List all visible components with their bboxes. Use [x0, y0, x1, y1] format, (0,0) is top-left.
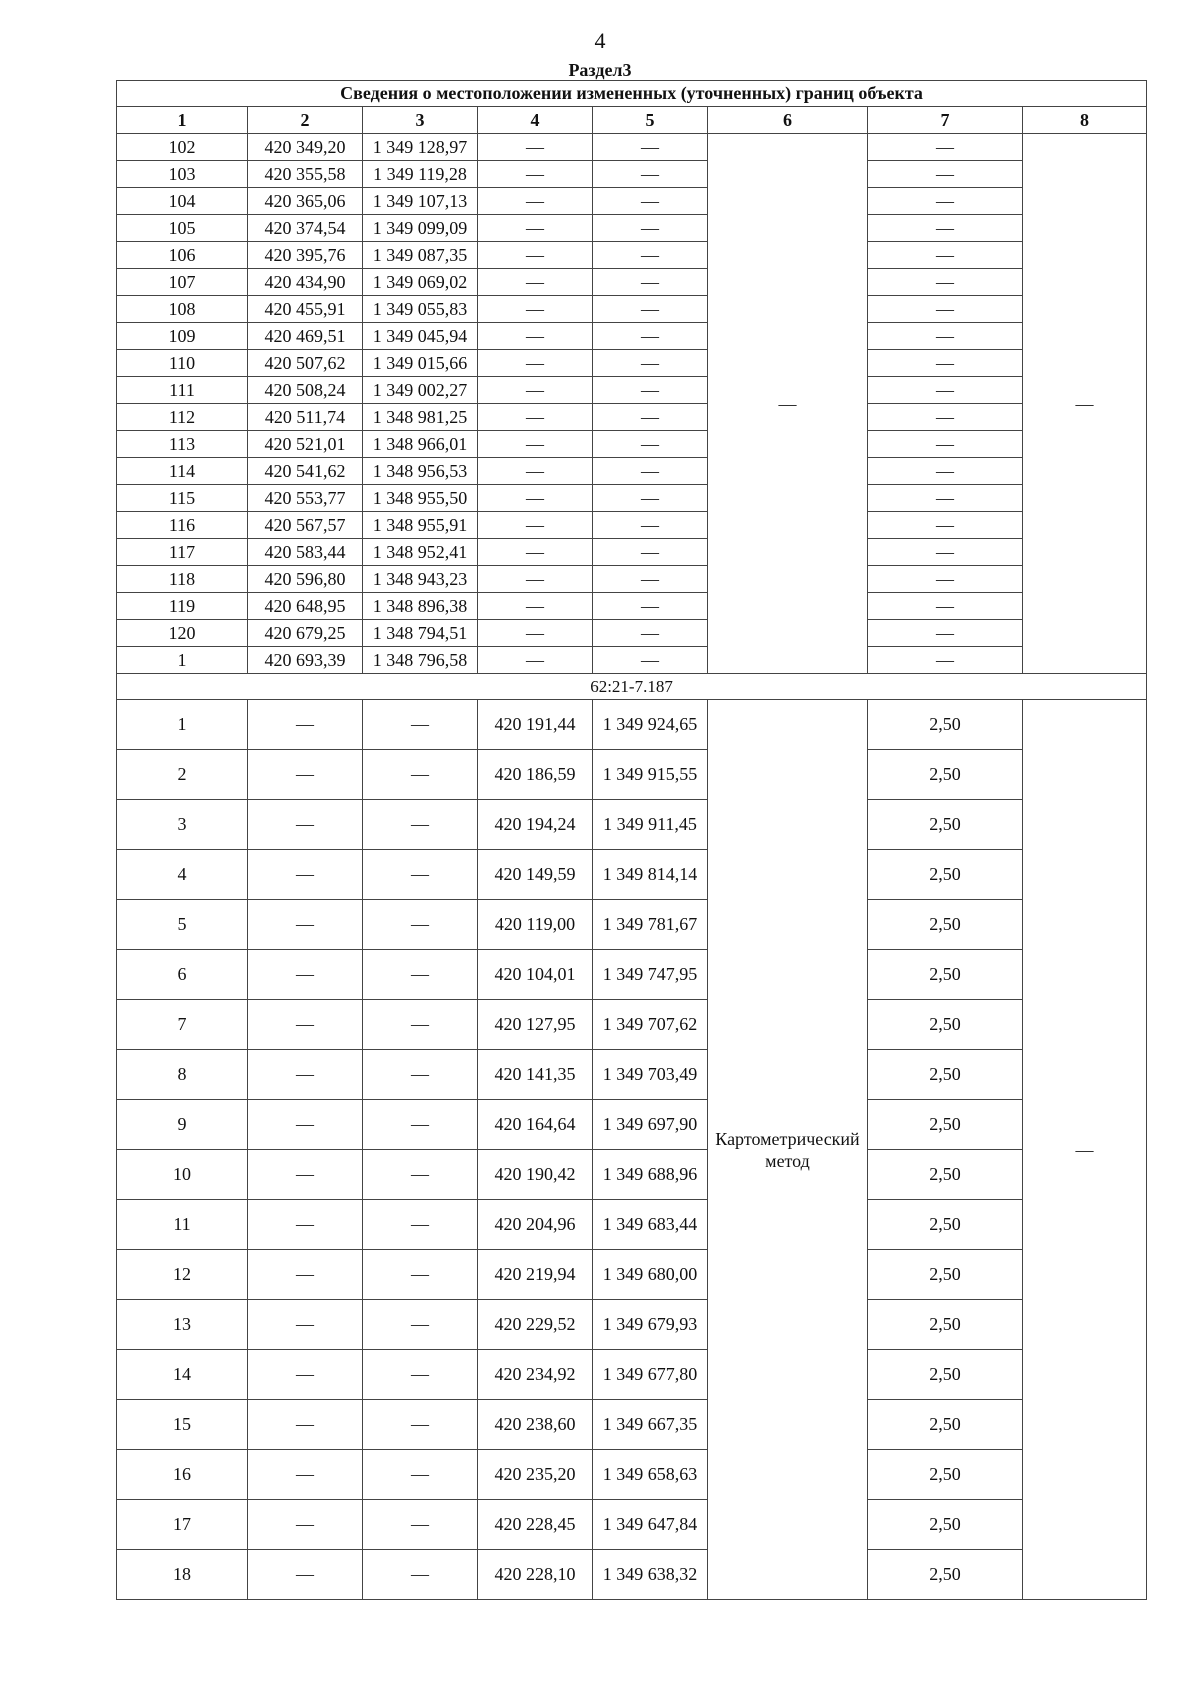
- table-cell: —: [593, 485, 708, 512]
- table-cell: 1 349 679,93: [593, 1300, 708, 1350]
- table-cell: 1 349 128,97: [363, 134, 478, 161]
- table-cell: —: [363, 1200, 478, 1250]
- table-cell: 1 349 911,45: [593, 800, 708, 850]
- table-row: [117, 431, 1147, 458]
- table-cell: 109: [117, 323, 248, 350]
- table-cell: 115: [117, 485, 248, 512]
- table-row: [117, 1300, 1147, 1350]
- table-cell: 110: [117, 350, 248, 377]
- table-cell: 2,50: [868, 1300, 1023, 1350]
- table-row: [117, 1200, 1147, 1250]
- table-cell: —: [868, 404, 1023, 431]
- table-cell: —: [363, 1000, 478, 1050]
- table-cell: 4: [117, 850, 248, 900]
- table-cell: 420 693,39: [248, 647, 363, 674]
- table-cell: —: [363, 1400, 478, 1450]
- table-cell: —: [478, 215, 593, 242]
- table-cell: 103: [117, 161, 248, 188]
- table-cell: —: [593, 350, 708, 377]
- table-cell: —: [478, 269, 593, 296]
- column-header-2: 2: [248, 107, 363, 134]
- column-header-5: 5: [593, 107, 708, 134]
- table-cell: 420 149,59: [478, 850, 593, 900]
- merged-cell-col8: —: [1023, 134, 1147, 674]
- table-cell: —: [478, 485, 593, 512]
- table-cell: —: [248, 1300, 363, 1350]
- table-cell: 2: [117, 750, 248, 800]
- table-row: [117, 647, 1147, 674]
- table-cell: 17: [117, 1500, 248, 1550]
- table-cell: —: [593, 647, 708, 674]
- table-cell: 420 507,62: [248, 350, 363, 377]
- table-cell: —: [248, 800, 363, 850]
- table-cell: —: [593, 269, 708, 296]
- table-cell: —: [248, 1150, 363, 1200]
- table-cell: 111: [117, 377, 248, 404]
- table-cell: —: [868, 242, 1023, 269]
- table-cell: 2,50: [868, 1500, 1023, 1550]
- table-cell: —: [363, 1150, 478, 1200]
- table-row: [117, 161, 1147, 188]
- table-cell: 420 365,06: [248, 188, 363, 215]
- table-cell: —: [363, 950, 478, 1000]
- table-row: [117, 1250, 1147, 1300]
- table-cell: 1 349 915,55: [593, 750, 708, 800]
- table-cell: 14: [117, 1350, 248, 1400]
- table-cell: —: [478, 431, 593, 458]
- table-cell: 1 348 794,51: [363, 620, 478, 647]
- table-cell: 1 349 697,90: [593, 1100, 708, 1150]
- table-cell: —: [868, 512, 1023, 539]
- section-title: Раздел3: [568, 60, 632, 80]
- table-cell: —: [868, 323, 1023, 350]
- table-cell: 2,50: [868, 750, 1023, 800]
- table-cell: —: [868, 269, 1023, 296]
- page-number: 4: [594, 28, 606, 53]
- table-cell: 420 238,60: [478, 1400, 593, 1450]
- table-cell: 420 469,51: [248, 323, 363, 350]
- table-cell: —: [248, 1100, 363, 1150]
- table-cell: —: [868, 215, 1023, 242]
- table-cell: 119: [117, 593, 248, 620]
- table-cell: —: [478, 350, 593, 377]
- table-cell: —: [363, 850, 478, 900]
- table-cell: 1 349 087,35: [363, 242, 478, 269]
- table-cell: 420 521,01: [248, 431, 363, 458]
- table-cell: 1 348 966,01: [363, 431, 478, 458]
- table-cell: —: [593, 431, 708, 458]
- table-cell: 2,50: [868, 1250, 1023, 1300]
- table-cell: 1 349 119,28: [363, 161, 478, 188]
- table-cell: 114: [117, 458, 248, 485]
- table-cell: 420 434,90: [248, 269, 363, 296]
- table-cell: —: [868, 377, 1023, 404]
- table-cell: —: [363, 1050, 478, 1100]
- table-cell: 2,50: [868, 1450, 1023, 1500]
- table-cell: 112: [117, 404, 248, 431]
- table-cell: 420 194,24: [478, 800, 593, 850]
- table-cell: 1 349 688,96: [593, 1150, 708, 1200]
- table-cell: —: [868, 566, 1023, 593]
- table-cell: 1 349 647,84: [593, 1500, 708, 1550]
- table-cell: 1 349 107,13: [363, 188, 478, 215]
- table-cell: 2,50: [868, 850, 1023, 900]
- table-cell: 2,50: [868, 1400, 1023, 1450]
- merged-cell-method: Картометрический метод: [708, 700, 868, 1600]
- table-cell: 2,50: [868, 700, 1023, 750]
- table-cell: 1 348 896,38: [363, 593, 478, 620]
- table-cell: —: [593, 188, 708, 215]
- table-cell: 1 349 814,14: [593, 850, 708, 900]
- table-cell: 8: [117, 1050, 248, 1100]
- table-row: [117, 1550, 1147, 1600]
- table-cell: 13: [117, 1300, 248, 1350]
- table-cell: 420 455,91: [248, 296, 363, 323]
- table-cell: —: [868, 188, 1023, 215]
- table-cell: 1 349 703,49: [593, 1050, 708, 1100]
- table-cell: 2,50: [868, 1550, 1023, 1600]
- column-header-3: 3: [363, 107, 478, 134]
- table-cell: —: [593, 593, 708, 620]
- table-cell: 1 349 924,65: [593, 700, 708, 750]
- table-cell: 120: [117, 620, 248, 647]
- table-cell: 11: [117, 1200, 248, 1250]
- table-cell: 2,50: [868, 950, 1023, 1000]
- table-cell: 2,50: [868, 800, 1023, 850]
- table-cell: 1 349 658,63: [593, 1450, 708, 1500]
- table-cell: 15: [117, 1400, 248, 1450]
- table-row: [117, 1500, 1147, 1550]
- table-cell: —: [593, 215, 708, 242]
- table-cell: 420 374,54: [248, 215, 363, 242]
- table-cell: —: [593, 134, 708, 161]
- table-cell: —: [593, 458, 708, 485]
- table-cell: —: [363, 1350, 478, 1400]
- table-cell: 1 349 055,83: [363, 296, 478, 323]
- table-cell: —: [248, 750, 363, 800]
- table-cell: 1 349 677,80: [593, 1350, 708, 1400]
- table-cell: 16: [117, 1450, 248, 1500]
- table-cell: —: [478, 566, 593, 593]
- table-row: [117, 269, 1147, 296]
- table-cell: —: [478, 296, 593, 323]
- table-cell: 420 395,76: [248, 242, 363, 269]
- table-row: [117, 800, 1147, 850]
- table-cell: —: [868, 161, 1023, 188]
- table-cell: —: [868, 134, 1023, 161]
- table-row: [117, 900, 1147, 950]
- table-cell: —: [478, 512, 593, 539]
- table-cell: 105: [117, 215, 248, 242]
- table-cell: —: [593, 566, 708, 593]
- table-cell: 12: [117, 1250, 248, 1300]
- table-cell: —: [363, 1500, 478, 1550]
- table-cell: —: [868, 458, 1023, 485]
- table-cell: —: [478, 242, 593, 269]
- table-cell: 1 349 045,94: [363, 323, 478, 350]
- table-cell: 1 349 747,95: [593, 950, 708, 1000]
- column-header-row: [117, 107, 1147, 134]
- table-cell: 1 349 680,00: [593, 1250, 708, 1300]
- table-cell: —: [478, 161, 593, 188]
- table-cell: —: [593, 539, 708, 566]
- table-cell: 420 141,35: [478, 1050, 593, 1100]
- table-cell: 2,50: [868, 1000, 1023, 1050]
- table-cell: 5: [117, 900, 248, 950]
- table-row: [117, 188, 1147, 215]
- table-cell: 1 348 981,25: [363, 404, 478, 431]
- table-cell: 420 234,92: [478, 1350, 593, 1400]
- table-cell: —: [248, 1000, 363, 1050]
- table-cell: 117: [117, 539, 248, 566]
- table-cell: —: [248, 1200, 363, 1250]
- table-cell: 107: [117, 269, 248, 296]
- table-cell: 1 349 683,44: [593, 1200, 708, 1250]
- table-cell: 420 190,42: [478, 1150, 593, 1200]
- table-caption: Сведения о местоположении измененных (уточненных) границ объекта: [117, 81, 1147, 107]
- table-cell: 420 229,52: [478, 1300, 593, 1350]
- table-cell: 420 567,57: [248, 512, 363, 539]
- table-row: [117, 1350, 1147, 1400]
- table-cell: 1 348 955,50: [363, 485, 478, 512]
- table-cell: —: [868, 431, 1023, 458]
- table-cell: —: [363, 1550, 478, 1600]
- table-cell: 420 508,24: [248, 377, 363, 404]
- table-cell: 1 349 707,62: [593, 1000, 708, 1050]
- table-cell: 420 219,94: [478, 1250, 593, 1300]
- table-row: [117, 1450, 1147, 1500]
- table-cell: 420 355,58: [248, 161, 363, 188]
- table-cell: 420 349,20: [248, 134, 363, 161]
- table-cell: —: [248, 1050, 363, 1100]
- table-cell: 9: [117, 1100, 248, 1150]
- table-cell: —: [363, 900, 478, 950]
- table-cell: —: [248, 950, 363, 1000]
- table-row: [117, 1400, 1147, 1450]
- table-row: [117, 850, 1147, 900]
- table-cell: 10: [117, 1150, 248, 1200]
- table-cell: 1 348 943,23: [363, 566, 478, 593]
- table-cell: 108: [117, 296, 248, 323]
- table-cell: 420 191,44: [478, 700, 593, 750]
- table-row: [117, 620, 1147, 647]
- table-cell: 420 164,64: [478, 1100, 593, 1150]
- column-header-7: 7: [868, 107, 1023, 134]
- table-cell: —: [593, 620, 708, 647]
- boundary-coordinates-table: [116, 80, 1147, 1600]
- table-cell: 1 349 002,27: [363, 377, 478, 404]
- table-cell: —: [478, 188, 593, 215]
- table-row: [117, 485, 1147, 512]
- table-cell: 2,50: [868, 1150, 1023, 1200]
- table-cell: —: [868, 296, 1023, 323]
- table-cell: 116: [117, 512, 248, 539]
- table-row: [117, 566, 1147, 593]
- table-cell: 2,50: [868, 1350, 1023, 1400]
- table-cell: —: [478, 134, 593, 161]
- table-cell: 420 596,80: [248, 566, 363, 593]
- table-cell: 420 119,00: [478, 900, 593, 950]
- table-cell: 420 511,74: [248, 404, 363, 431]
- table-cell: —: [478, 539, 593, 566]
- table-cell: 420 228,45: [478, 1500, 593, 1550]
- table-cell: 1 349 781,67: [593, 900, 708, 950]
- table-cell: 1 349 099,09: [363, 215, 478, 242]
- table-cell: 2,50: [868, 900, 1023, 950]
- table-cell: 420 228,10: [478, 1550, 593, 1600]
- table-row: [117, 750, 1147, 800]
- merged-cell-col6: —: [708, 134, 868, 674]
- table-cell: —: [593, 296, 708, 323]
- table-cell: 1: [117, 700, 248, 750]
- table-cell: —: [248, 1250, 363, 1300]
- table-cell: —: [248, 1400, 363, 1450]
- table-row: [117, 215, 1147, 242]
- table-cell: —: [868, 593, 1023, 620]
- table-row: [117, 134, 1147, 161]
- table-row: [117, 593, 1147, 620]
- table-row: [117, 1000, 1147, 1050]
- table-cell: —: [363, 700, 478, 750]
- table-cell: —: [248, 1550, 363, 1600]
- table-cell: 7: [117, 1000, 248, 1050]
- table-row: [117, 1100, 1147, 1150]
- table-cell: —: [363, 1300, 478, 1350]
- table-cell: 2,50: [868, 1100, 1023, 1150]
- table-cell: 113: [117, 431, 248, 458]
- table-cell: —: [478, 647, 593, 674]
- column-header-4: 4: [478, 107, 593, 134]
- table-cell: 1 348 796,58: [363, 647, 478, 674]
- column-header-8: 8: [1023, 107, 1147, 134]
- table-cell: 420 104,01: [478, 950, 593, 1000]
- table-row: [117, 458, 1147, 485]
- table-cell: 420 127,95: [478, 1000, 593, 1050]
- table-cell: —: [593, 242, 708, 269]
- table-cell: 1 349 638,32: [593, 1550, 708, 1600]
- table-cell: 420 235,20: [478, 1450, 593, 1500]
- table-cell: 420 541,62: [248, 458, 363, 485]
- table-row: [117, 242, 1147, 269]
- table-cell: —: [478, 404, 593, 431]
- table-cell: 6: [117, 950, 248, 1000]
- table-cell: —: [478, 458, 593, 485]
- table-row: [117, 950, 1147, 1000]
- table-cell: —: [593, 377, 708, 404]
- table-cell: 420 648,95: [248, 593, 363, 620]
- table-row: [117, 1150, 1147, 1200]
- table-cell: —: [248, 850, 363, 900]
- table-cell: —: [478, 620, 593, 647]
- table-cell: —: [248, 900, 363, 950]
- table-cell: —: [868, 485, 1023, 512]
- table-row: [117, 377, 1147, 404]
- table-cell: 1: [117, 647, 248, 674]
- table-cell: —: [478, 323, 593, 350]
- table-cell: 1 348 955,91: [363, 512, 478, 539]
- table-cell: —: [478, 377, 593, 404]
- table-cell: 420 204,96: [478, 1200, 593, 1250]
- table-row: [117, 296, 1147, 323]
- table-cell: —: [868, 620, 1023, 647]
- table-row: [117, 512, 1147, 539]
- table-cell: —: [593, 404, 708, 431]
- table-cell: 420 186,59: [478, 750, 593, 800]
- table-cell: —: [363, 750, 478, 800]
- table-cell: 102: [117, 134, 248, 161]
- group-label-row: [117, 674, 1147, 700]
- merged-cell-col8: —: [1023, 700, 1147, 1600]
- table-cell: —: [593, 323, 708, 350]
- table-cell: 420 583,44: [248, 539, 363, 566]
- table-cell: 104: [117, 188, 248, 215]
- table-cell: 420 553,77: [248, 485, 363, 512]
- column-header-6: 6: [708, 107, 868, 134]
- table-cell: —: [868, 647, 1023, 674]
- table-cell: 118: [117, 566, 248, 593]
- table-cell: —: [363, 800, 478, 850]
- table-caption-row: [117, 81, 1147, 107]
- table-cell: —: [478, 593, 593, 620]
- table-cell: —: [248, 700, 363, 750]
- column-header-1: 1: [117, 107, 248, 134]
- table-cell: —: [363, 1450, 478, 1500]
- cadastral-number-label: 62:21-7.187: [117, 674, 1147, 700]
- table-cell: —: [868, 350, 1023, 377]
- table-cell: 1 348 956,53: [363, 458, 478, 485]
- table-cell: 1 349 667,35: [593, 1400, 708, 1450]
- table-row: [117, 323, 1147, 350]
- table-cell: 1 348 952,41: [363, 539, 478, 566]
- table-cell: —: [248, 1500, 363, 1550]
- table-row: [117, 1050, 1147, 1100]
- table-cell: 1 349 069,02: [363, 269, 478, 296]
- table-cell: 1 349 015,66: [363, 350, 478, 377]
- table-cell: —: [593, 512, 708, 539]
- table-row: [117, 700, 1147, 750]
- table-cell: 420 679,25: [248, 620, 363, 647]
- table-cell: —: [593, 161, 708, 188]
- table-cell: 106: [117, 242, 248, 269]
- table-cell: —: [363, 1100, 478, 1150]
- table-cell: —: [248, 1450, 363, 1500]
- table-cell: —: [363, 1250, 478, 1300]
- table-row: [117, 350, 1147, 377]
- table-cell: 2,50: [868, 1200, 1023, 1250]
- table-row: [117, 404, 1147, 431]
- table-cell: 3: [117, 800, 248, 850]
- table-cell: —: [248, 1350, 363, 1400]
- table-cell: —: [868, 539, 1023, 566]
- table-row: [117, 539, 1147, 566]
- table-cell: 18: [117, 1550, 248, 1600]
- table-cell: 2,50: [868, 1050, 1023, 1100]
